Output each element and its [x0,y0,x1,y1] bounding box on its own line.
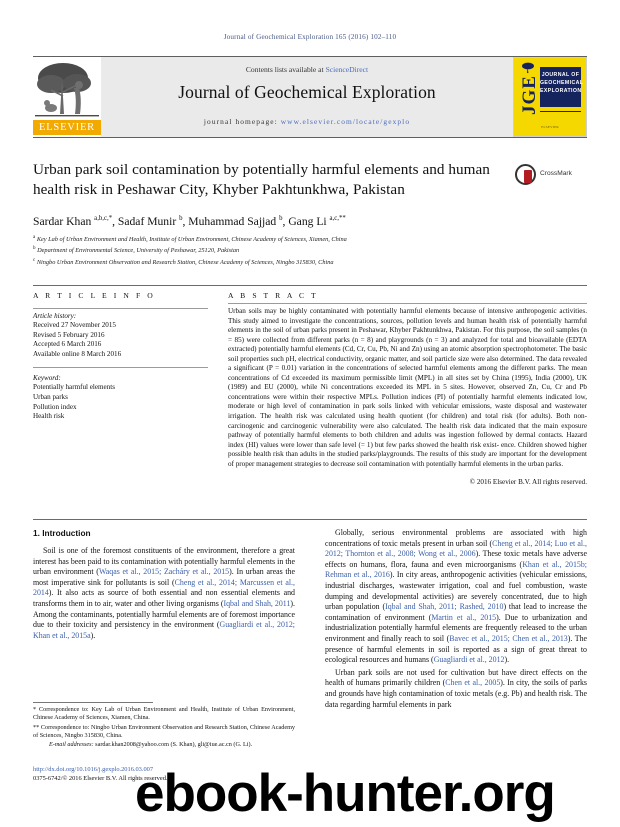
intro-paragraph [325,528,587,666]
keyword-item: Health risk [33,412,65,421]
affiliation-list [33,233,587,267]
abstract-copyright: © 2016 Elsevier B.V. All rights reserved. [469,478,587,487]
footnote-rule [33,702,153,703]
section-heading-introduction: 1. Introduction [33,528,91,538]
issn-copyright: 0375-6742/© 2016 Elsevier B.V. All rights reserved. [33,774,168,782]
intro-paragraph [325,668,587,710]
elsevier-logo [33,57,101,137]
abstract-text: Urban soils may be highly contaminated with potentially harmful elements because of intensive anthropogenic activities. This study aimed to investigate the concentrations, sources, pollution levels and human health risk of potentially harmful elements in the soil of urban parks present in Peshawar, Khyber Pakhtunkhwa, Pakistan. For this purpose, the soil samples (n = 85) were collected from different parks (n = 8) and playgrounds (n = 3) and analyzed for total and bioavailable (EDTA extracted) potentially harmful elements (Cd, Cr, Cu, Pb, Ni and Zn) using an atomic absorption spectrophotometer. The basic soil properties such pH, electrical conductivity, organic matter, and soil particle size were also determined. The data revealed a significant (P = 0.01) variation in the concentrations of selected harmful elements among the different parks. The mean concentrations of Cd exceeded its maximum permissible limit (MPL) in all sites set by China (1995), India (2000), UK (1989) and EU (2000), while Ni concentrations exceeded its MPL in 5 sites. However, observed Zn, Cu, Cr and Pb concentrations were within their respective MPLs. Pollution indices (PI) of potentially harmful elements indicated low, moderate or high level of contamination in park soils linked with vehicular emissions, waste disposal and wastewater irrigation. The health risk was calculated using health quotient (for children) and total risk (for adults). Both non-carcinogenic and carcinogenic vulnerability were also calculated. The health risk data indicated that the main exposure pathway of potentially harmful elements to both children and adults was ingestion followed by dermal contacts. Hazard index (HI) values were lower than safe level (= 1) but few parks showed the health risk exist- ence. Children showed higher possible health risk than adults in the studied parks/playgrounds. The results of this study are important for the development of proper management strategies to decrease soil contamination with potentially harmful elements in the urban parks. [228,307,587,468]
doi-link[interactable]: http://dx.doi.org/10.1016/j.gexplo.2016.03.007 [33,766,154,773]
journal-homepage-line [101,117,513,126]
keyword-label: Keyword: [33,374,61,383]
intro-paragraph-text: Urban park soils are not used for cultivation but have direct effects on the health of humans primarily children (Chen et al., 2005). In city, the soils of parks and grounds have high contamination of toxic metals (e.g. Pb) and health risk. The data regarding harmful elements in park [325,667,587,709]
homepage-url-link[interactable]: www.elsevier.com/locate/gexplo [280,117,411,126]
article-info-column [33,312,208,422]
email-label: E-mail addresses: [49,741,94,749]
journal-cover-thumbnail[interactable] [513,57,587,137]
history-accepted: Accepted 6 March 2016 [33,340,102,349]
masthead [33,57,587,137]
intro-paragraph-text: Globally, serious environmental problems are associated with high concentrations of toxic metals present in urban soil (Cheng et al., 2014; Luo et al., 2012; Thornton et al., 2008; Wong et al., 2006). These toxic metals have adverse effects on humans, flora, fauna and even microorganisms (Khan et al., 2015b; Rehman et al., 2016). In city areas, anthropogenic activities (vehicular emissions, industrial discharges, wastewater irrigation, coal and fuel combustion, waste dumping and developmental activities) are severely concentrated, due to high urban population (Iqbal and Shah, 2011; Rashed, 2010) that lead to increase the contamination of environment (Martin et al., 2015). Due to urbanization and industrialization potentially harmful elements are frequently released to the urban environment and finally reach to soil (Bavec et al., 2015; Chen et al., 2013). The presence of harmful elements in soil is reported as a sign of great threat to ecological resources and humans (Guagliardi et al., 2012). [325,528,588,665]
correspondence-note-2: ** Correspondence to: Ningbo Urban Environment Observation and Research Station, Chinese Academy of Sciences, Ningbo 315830, China. [33,723,296,739]
contents-line [101,65,513,74]
article-history-label: Article history: [33,312,77,320]
email-link-2[interactable]: gli@iue.ac.cn [197,741,232,749]
history-received: Received 27 November 2015 [33,321,116,329]
email-link-1[interactable]: sardar.khan2008@yahoo.com [95,741,169,749]
crossmark-badge[interactable] [515,164,587,186]
article-info-heading: A R T I C L E I N F O [33,291,156,300]
info-sub-rule [33,308,208,309]
affiliation-text: Key Lab of Urban Environment and Health, Institute of Urban Environment, Chinese Academy of Sciences, Xiamen, China [36,236,347,244]
abstract-sub-rule [228,303,587,304]
correspondence-text-2: Correspondence to: Ningbo Urban Environment Observation and Research Station, Chinese Academy of Sciences, Ningbo 315830, China. [33,723,296,739]
affiliation-text: Department of Environmental Science, University of Peshawar, 25120, Pakistan [37,247,240,255]
intro-paragraph-text: Soil is one of the foremost constituents of the environment, therefore a great interest has been paid to its contamination with potentially harmful elements in the urban environment (Waqas et al., 2015; Zacháry et al., 2015). In urban areas the most imperative sink for pollutants is soil (Cheng et al., 2014; Marcussen et al., 2014). It also acts as source of both essential and non essential elements and transforms them in to air, water and other living organisms (Iqbal and Shah, 2011). Among the contaminants, potentially harmful elements are of foremost importance due to their toxicity and persistency in the environment (Guagliardi et al., 2012; Khan et al., 2015a). [33,546,296,640]
abstract-heading: A B S T R A C T [228,291,319,300]
keyword-item: Pollution index [33,402,77,411]
journal-reference: Journal of Geochemical Exploration 165 (2016) 102–110 [223,33,397,41]
watermark-text: ebook-hunter.org [135,764,555,823]
cover-footer-text: ELSEVIER [541,125,559,129]
sciencedirect-link[interactable]: ScienceDirect [325,65,369,74]
keyword-item: Potentially harmful elements [33,383,115,392]
affiliation-item: $^c$ Ningbo Urban Environment Observation and Research Station, Chinese Academy of Sciences, Ningbo 315830, China [33,257,334,266]
contents-prefix: Contents lists available at [245,65,326,74]
homepage-label: journal homepage: [203,117,281,126]
keyword-item: Urban parks [33,392,68,401]
cover-spine-text: JGE [519,75,540,115]
cover-divider [540,111,581,112]
info-top-rule [33,285,587,286]
affiliation-item: $^a$ Key Lab of Urban Environment and Health, Institute of Urban Environment, Chinese Academy of Sciences, Xiamen, China [33,235,347,244]
title-block [33,160,587,200]
abstract-bottom-rule [33,519,587,520]
abstract-column [228,307,587,486]
email-owner-2: (G. Li). [233,741,253,749]
page-title: Urban park soil contamination by potentially harmful elements and human health risk in Peshawar City, Khyber Pakhtunkhwa, Pakistan [33,161,490,198]
history-available-online: Available online 8 March 2016 [33,349,122,358]
correspondence-note-1: * Correspondence to: Key Lab of Urban Environment and Health, Institute of Urban Environment, Chinese Academy of Sciences, Xiamen, China. [33,706,296,722]
left-column [33,528,295,643]
affiliation-item: $^b$ Department of Environmental Science, University of Peshawar, 25120, Pakistan [33,246,240,255]
right-column [325,528,587,712]
intro-paragraph [33,546,295,641]
elsevier-wordmark: ELSEVIER [33,120,101,135]
footnote-block [33,706,295,750]
email-note [33,741,295,749]
correspondence-text-1: Correspondence to: Key Lab of Urban Environment and Health, Institute of Urban Environment, Chinese Academy of Sciences, Xiamen, China. [33,706,296,722]
crossmark-icon [515,164,536,185]
masthead-bottom-rule [33,137,587,138]
masthead-banner [101,57,513,137]
keywords-divider [33,367,208,368]
cover-title-text: JOURNAL OF GEOCHEMICAL EXPLORATION [540,67,581,107]
author-list: Sardar Khan $^{a,b,c,*}$, Sadaf Munir $^b$, Muhammad Sajjad $^b$, Gang Li $^{a,c,**}$ [33,215,346,228]
affiliation-text: Ningbo Urban Environment Observation and Research Station, Chinese Academy of Sciences, Ningbo 315830, China [36,258,334,266]
history-revised: Revised 5 February 2016 [33,330,105,339]
email-owner-1: (S. Khan), [170,741,197,749]
crossmark-label: CrossMark [540,170,572,177]
elsevier-tree-icon [35,58,99,120]
journal-title: Journal of Geochemical Exploration [178,82,436,102]
